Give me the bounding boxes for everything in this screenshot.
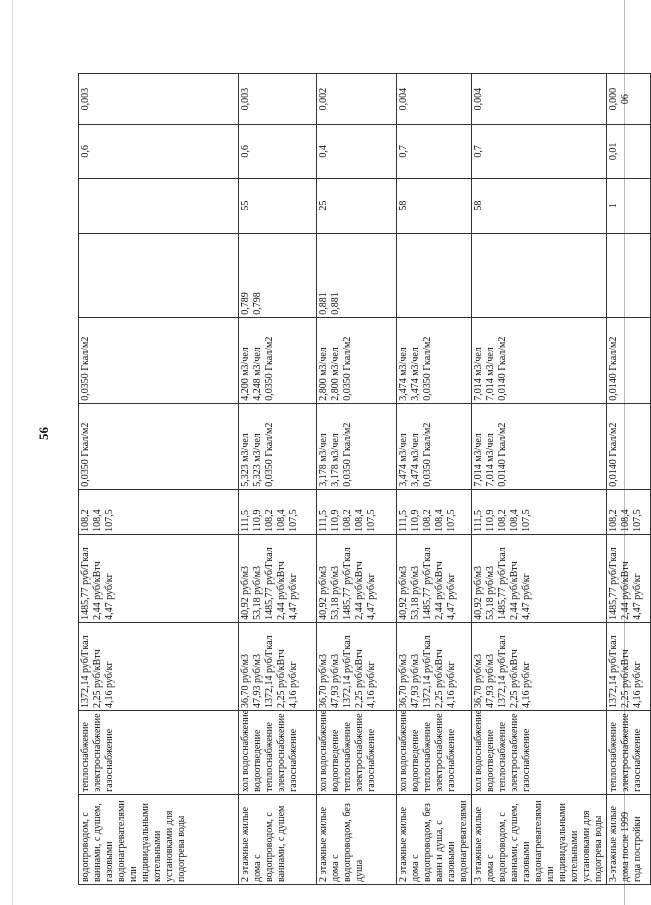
cell-value: 0,002 bbox=[318, 87, 329, 111]
cell-line: 108,4 bbox=[509, 509, 520, 532]
norm-current-cell bbox=[397, 403, 472, 489]
cell-line: дома с bbox=[330, 854, 341, 882]
percent-cell bbox=[317, 178, 397, 233]
services-cell bbox=[239, 710, 317, 794]
cell-line: 4,16 руб/кг bbox=[104, 661, 115, 708]
cell-line: 36,70 руб/м3 bbox=[318, 654, 329, 708]
cell-line: газоснабжение bbox=[521, 728, 532, 792]
cell-line: 40,92 руб/м3 bbox=[398, 565, 409, 620]
value1-cell bbox=[397, 125, 472, 178]
cell-line: 1485,77 руб/Гкал bbox=[497, 547, 508, 620]
cell-line: 111,5 bbox=[473, 510, 484, 532]
cell-line: 0,881 bbox=[318, 292, 329, 315]
table-row bbox=[79, 74, 239, 885]
value1-cell bbox=[79, 125, 239, 178]
cell-line: 111,5 bbox=[398, 510, 409, 532]
cell-line: 4,47 руб/кг bbox=[521, 573, 532, 620]
cell-line: водопроводом, с bbox=[264, 812, 275, 882]
building-type-cell bbox=[607, 794, 651, 884]
building-type-cell bbox=[317, 794, 397, 884]
services-cell bbox=[472, 710, 607, 794]
cell-value: 0,7 bbox=[473, 145, 484, 158]
table-row bbox=[472, 74, 607, 885]
cell-line: 108,4 bbox=[92, 509, 103, 532]
building-type-cell bbox=[79, 794, 239, 884]
cell-line: 108,2 bbox=[342, 509, 353, 532]
cell-line: индивидуальными bbox=[140, 803, 151, 882]
cell-line: 108,4 bbox=[434, 509, 445, 532]
cell-line: газоснабжение bbox=[366, 728, 377, 792]
cell-line: ванн и душа, с bbox=[434, 820, 445, 882]
cell-line: 110,9 bbox=[330, 509, 341, 532]
cell-line: 2,25 руб/кВтч bbox=[354, 649, 365, 708]
value1-cell bbox=[472, 125, 607, 178]
coefficient-cell bbox=[79, 233, 239, 317]
cell-line: 0,0140 Гкал/м2 bbox=[497, 422, 508, 487]
cell-line: 47,93 руб/м3 bbox=[252, 654, 263, 708]
cell-line: электроснабжение bbox=[509, 713, 520, 792]
cell-line: 3,474 м3/чел bbox=[410, 433, 421, 487]
cell-line: или bbox=[128, 866, 139, 882]
cell-line: 36,70 руб/м3 bbox=[473, 654, 484, 708]
cell-value: 0,4 bbox=[318, 145, 329, 158]
cell-line: 3 этажные жилые bbox=[473, 806, 484, 882]
cell-line: 2,44 руб/кВтч bbox=[276, 561, 287, 620]
norm-new-cell bbox=[239, 317, 317, 403]
cell-line: 1372,14 руб/Гкал bbox=[342, 635, 353, 708]
cell-line: 107,5 bbox=[104, 509, 115, 532]
cell-line: 4,16 руб/кг bbox=[288, 661, 299, 708]
cell-line: 36,70 руб/м3 bbox=[240, 654, 251, 708]
coefficient-cell bbox=[607, 233, 651, 317]
cell-line: 111,5 bbox=[240, 510, 251, 532]
norm-current-cell bbox=[317, 403, 397, 489]
cell-line: 53,18 руб/м3 bbox=[410, 565, 421, 620]
tariff-new-cell bbox=[79, 534, 239, 622]
services-cell bbox=[607, 710, 651, 794]
tariff-new-cell bbox=[397, 534, 472, 622]
cell-line: 7,014 м3/чел bbox=[485, 433, 496, 487]
cell-line: хол водоснабжение bbox=[240, 709, 251, 792]
coefficient-cell bbox=[397, 233, 472, 317]
cell-line: 0,0350 Гкал/м2 bbox=[342, 336, 353, 401]
cell-line: дома с bbox=[410, 854, 421, 882]
cell-line: газоснабжение bbox=[632, 728, 643, 792]
cell-line: 110,9 bbox=[252, 509, 263, 532]
cell-line: 0,881 bbox=[330, 292, 341, 315]
tariff-new-cell bbox=[472, 534, 607, 622]
cell-line: 0,0350 Гкал/м2 bbox=[264, 336, 275, 401]
services-cell bbox=[79, 710, 239, 794]
cell-line: или bbox=[545, 866, 556, 882]
cell-line: водопроводом, с bbox=[497, 812, 508, 882]
cell-line: 0,0350 Гкал/м2 bbox=[422, 422, 433, 487]
cell-line: газовыми bbox=[521, 841, 532, 882]
cell-line: дома после 1999 bbox=[620, 811, 631, 882]
cell-line: 2,25 руб/кВтч bbox=[92, 649, 103, 708]
cell-line: 2,25 руб/кВтч bbox=[276, 649, 287, 708]
cell-line: электроснабжение bbox=[620, 713, 631, 792]
table-row bbox=[317, 74, 397, 885]
cell-value: 58 bbox=[473, 200, 484, 211]
cell-line: 108,4 bbox=[620, 509, 631, 532]
cell-line: 2,800 м3/чел bbox=[330, 347, 341, 401]
cell-line: 107,5 bbox=[288, 509, 299, 532]
cell-line: 2,44 руб/кВтч bbox=[434, 561, 445, 620]
cell-value: 0,003 bbox=[240, 87, 251, 111]
cell-line: 108,2 bbox=[422, 509, 433, 532]
cell-line: электроснабжение bbox=[434, 713, 445, 792]
cell-line: 1485,77 руб/Гкал bbox=[422, 547, 433, 620]
cell-line: 4,47 руб/кг bbox=[632, 573, 643, 620]
cell-line: 1372,14 руб/Гкал bbox=[80, 635, 91, 708]
cell-line: 3,178 м3/чел bbox=[318, 433, 329, 487]
coefficient-cell bbox=[472, 233, 607, 317]
cell-line: теплоснабжение bbox=[422, 722, 433, 792]
cell-line: 53,18 руб/м3 bbox=[485, 565, 496, 620]
coefficient-cell bbox=[239, 233, 317, 317]
cell-line: 4,47 руб/кг bbox=[288, 573, 299, 620]
index-cell bbox=[472, 489, 607, 534]
services-cell bbox=[317, 710, 397, 794]
cell-line: 1372,14 руб/Гкал bbox=[608, 635, 619, 708]
cell-line: теплоснабжение bbox=[342, 722, 353, 792]
cell-line: 107,5 bbox=[521, 509, 532, 532]
cell-line: 7,014 м3/чел bbox=[473, 433, 484, 487]
value2-cell bbox=[239, 74, 317, 125]
table-row bbox=[607, 74, 651, 885]
cell-line: 3,474 м3/чел bbox=[410, 347, 421, 401]
cell-line: 0,0350 Гкал/м2 bbox=[264, 422, 275, 487]
index-cell bbox=[239, 489, 317, 534]
value2-cell bbox=[472, 74, 607, 125]
cell-line: теплоснабжение bbox=[608, 722, 619, 792]
cell-line: газовыми bbox=[446, 841, 457, 882]
index-cell bbox=[79, 489, 239, 534]
cell-line: водопроводом, без bbox=[422, 803, 433, 882]
cell-line: 4,47 руб/кг bbox=[366, 573, 377, 620]
cell-value: 0,01 bbox=[608, 142, 619, 161]
index-cell bbox=[397, 489, 472, 534]
value1-cell bbox=[607, 125, 651, 178]
cell-line: газоснабжение bbox=[288, 728, 299, 792]
value2-cell bbox=[607, 74, 651, 125]
cell-line: 108,4 bbox=[354, 509, 365, 532]
cell-line: водоотведение bbox=[485, 729, 496, 792]
services-cell bbox=[397, 710, 472, 794]
cell-line: 3,178 м3/чел bbox=[330, 433, 341, 487]
cell-line: водоотведение bbox=[330, 729, 341, 792]
cell-line: 7,014 м3/чел bbox=[485, 347, 496, 401]
cell-line: 2,800 м3/чел bbox=[318, 347, 329, 401]
coefficient-cell bbox=[317, 233, 397, 317]
cell-line: 0,0350 Гкал/м2 bbox=[422, 336, 433, 401]
cell-line: 110,9 bbox=[485, 509, 496, 532]
cell-line: электроснабжение bbox=[276, 713, 287, 792]
cell-line: котельными bbox=[569, 830, 580, 882]
cell-line: водопроводом, с bbox=[80, 812, 91, 882]
tariff-new-cell bbox=[239, 534, 317, 622]
cell-line: 4,16 руб/кг bbox=[632, 661, 643, 708]
cell-line: 40,92 руб/м3 bbox=[318, 565, 329, 620]
cell-line: электроснабжение bbox=[92, 713, 103, 792]
percent-cell bbox=[472, 178, 607, 233]
cell-line: 0,0350 Гкал/м2 bbox=[80, 336, 91, 401]
tariff-current-cell bbox=[472, 622, 607, 710]
cell-line: 0,0350 Гкал/м2 bbox=[80, 422, 91, 487]
cell-line: 5,323 м3/чел bbox=[240, 433, 251, 487]
cell-line: хол водоснабжение bbox=[318, 709, 329, 792]
cell-line: 2,44 руб/кВтч bbox=[620, 561, 631, 620]
cell-line: 0,0140 Гкал/м2 bbox=[608, 336, 619, 401]
cell-line: 4,16 руб/кг bbox=[521, 661, 532, 708]
tariff-current-cell bbox=[79, 622, 239, 710]
cell-line: теплоснабжение bbox=[497, 722, 508, 792]
cell-line: 5,323 м3/чел bbox=[252, 433, 263, 487]
scan-edge-left bbox=[12, 0, 13, 905]
cell-line: 3,474 м3/чел bbox=[398, 433, 409, 487]
page-number: 56 bbox=[36, 427, 51, 440]
index-cell bbox=[607, 489, 651, 534]
norm-new-cell bbox=[397, 317, 472, 403]
cell-value: 0,003 bbox=[80, 87, 91, 111]
cell-line: 108,2 bbox=[80, 509, 91, 532]
cell-line: 0,789 bbox=[240, 292, 251, 315]
cell-line: 4,16 руб/кг bbox=[366, 661, 377, 708]
cell-line: водонагревателями bbox=[458, 800, 469, 882]
cell-line: индивидуальными bbox=[557, 803, 568, 882]
tariff-current-cell bbox=[239, 622, 317, 710]
cell-line: 108,2 bbox=[264, 509, 275, 532]
cell-line: 107,5 bbox=[366, 509, 377, 532]
table-row bbox=[397, 74, 472, 885]
percent-cell bbox=[397, 178, 472, 233]
percent-cell bbox=[79, 178, 239, 233]
cell-line: установками для bbox=[164, 810, 175, 882]
tariff-current-cell bbox=[317, 622, 397, 710]
cell-line: 4,248 м3/чел bbox=[252, 347, 263, 401]
building-type-cell bbox=[472, 794, 607, 884]
norm-current-cell bbox=[472, 403, 607, 489]
cell-value: 1 bbox=[608, 203, 619, 209]
norm-new-cell bbox=[79, 317, 239, 403]
cell-line: 40,92 руб/м3 bbox=[240, 565, 251, 620]
cell-line: 2,44 руб/кВтч bbox=[92, 561, 103, 620]
cell-line: водонагревателями bbox=[533, 800, 544, 882]
cell-line: 1372,14 руб/Гкал bbox=[264, 635, 275, 708]
value2-cell bbox=[317, 74, 397, 125]
cell-line: 107,5 bbox=[632, 509, 643, 532]
cell-line: 3,474 м3/чел bbox=[398, 347, 409, 401]
cell-line: теплоснабжение bbox=[80, 722, 91, 792]
cell-line: 2,44 руб/кВтч bbox=[509, 561, 520, 620]
cell-line: ваннами, с душем, bbox=[509, 803, 520, 882]
cell-line: 2 этажные жилые bbox=[398, 806, 409, 882]
cell-line: котельными bbox=[152, 830, 163, 882]
cell-line: установками для bbox=[581, 810, 592, 882]
cell-line: 2 этажные жилые bbox=[318, 806, 329, 882]
cell-line: 2,25 руб/кВтч bbox=[434, 649, 445, 708]
value1-cell bbox=[317, 125, 397, 178]
percent-cell bbox=[239, 178, 317, 233]
cell-line: 3-этажные жилые bbox=[608, 806, 619, 882]
cell-line: 111,5 bbox=[318, 510, 329, 532]
cell-value: 58 bbox=[398, 200, 409, 211]
cell-line: 36,70 руб/м3 bbox=[398, 654, 409, 708]
cell-line: 1485,77 руб/Гкал bbox=[264, 547, 275, 620]
cell-value: 0,6 bbox=[80, 145, 91, 158]
cell-line: 0,0140 Гкал/м2 bbox=[497, 336, 508, 401]
cell-line: 110,9 bbox=[410, 509, 421, 532]
cell-line: 7,014 м3/чел bbox=[473, 347, 484, 401]
cell-line: 4,47 руб/кг bbox=[104, 573, 115, 620]
norm-current-cell bbox=[607, 403, 651, 489]
value1-cell bbox=[239, 125, 317, 178]
cell-line: электроснабжение bbox=[354, 713, 365, 792]
cell-line: 47,93 руб/м3 bbox=[485, 654, 496, 708]
norm-current-cell bbox=[239, 403, 317, 489]
norm-new-cell bbox=[472, 317, 607, 403]
cell-line: подогрева воды bbox=[176, 815, 187, 882]
cell-line: ваннами, с душем bbox=[276, 805, 287, 882]
cell-line: 108,2 bbox=[497, 509, 508, 532]
cell-line: газоснабжение bbox=[104, 728, 115, 792]
cell-line: 107,5 bbox=[446, 509, 457, 532]
cell-line: 2,25 руб/кВтч bbox=[509, 649, 520, 708]
cell-line: года постройки bbox=[632, 816, 643, 882]
cell-line: водонагревателями bbox=[116, 800, 127, 882]
cell-value: 55 bbox=[240, 200, 251, 211]
cell-line: 4,200 м3/чел bbox=[240, 347, 251, 401]
cell-line: 4,16 руб/кг bbox=[446, 661, 457, 708]
percent-cell bbox=[607, 178, 651, 233]
cell-line: 53,18 руб/м3 bbox=[252, 565, 263, 620]
cell-line: теплоснабжение bbox=[264, 722, 275, 792]
cell-line: 53,18 руб/м3 bbox=[330, 565, 341, 620]
cell-line: дома с bbox=[252, 854, 263, 882]
cell-value: 0,000 06 bbox=[608, 87, 631, 111]
cell-line: хол водоснабжение bbox=[473, 709, 484, 792]
cell-line: хол водоснабжение bbox=[398, 709, 409, 792]
cell-line: газоснабжение bbox=[446, 728, 457, 792]
cell-line: 0,0140 Гкал/м2 bbox=[608, 422, 619, 487]
cell-line: душа bbox=[354, 859, 365, 882]
cell-line: 47,93 руб/м3 bbox=[330, 654, 341, 708]
cell-line: газовыми bbox=[104, 841, 115, 882]
cell-line: 2,25 руб/кВтч bbox=[620, 649, 631, 708]
table-row bbox=[239, 74, 317, 885]
cell-line: водоотведение bbox=[252, 729, 263, 792]
cell-line: 108,2 bbox=[608, 509, 619, 532]
norm-new-cell bbox=[317, 317, 397, 403]
cell-line: 2 этажные жилые bbox=[240, 806, 251, 882]
cell-line: подогрева воды bbox=[593, 815, 604, 882]
cell-line: водопроводом, без bbox=[342, 803, 353, 882]
cell-line: 40,92 руб/м3 bbox=[473, 565, 484, 620]
building-type-cell bbox=[397, 794, 472, 884]
cell-value: 0,7 bbox=[398, 145, 409, 158]
cell-line: 2,44 руб/кВтч bbox=[354, 561, 365, 620]
cell-line: ваннами, с душем, bbox=[92, 803, 103, 882]
cell-line: водоотведение bbox=[410, 729, 421, 792]
tariff-current-cell bbox=[607, 622, 651, 710]
norm-current-cell bbox=[79, 403, 239, 489]
cell-line: 0,798 bbox=[252, 292, 263, 315]
cell-value: 25 bbox=[318, 200, 329, 211]
tariff-table bbox=[78, 73, 651, 885]
cell-line: 108,4 bbox=[276, 509, 287, 532]
cell-line: 1372,14 руб/Гкал bbox=[497, 635, 508, 708]
cell-line: 1485,77 руб/Гкал bbox=[608, 547, 619, 620]
value2-cell bbox=[397, 74, 472, 125]
index-cell bbox=[317, 489, 397, 534]
cell-line: 4,47 руб/кг bbox=[446, 573, 457, 620]
building-type-cell bbox=[239, 794, 317, 884]
cell-line: 47,93 руб/м3 bbox=[410, 654, 421, 708]
cell-line: дома с bbox=[485, 854, 496, 882]
norm-new-cell bbox=[607, 317, 651, 403]
cell-line: 1485,77 руб/Гкал bbox=[342, 547, 353, 620]
tariff-new-cell bbox=[317, 534, 397, 622]
cell-line: 1485,77 руб/Гкал bbox=[80, 547, 91, 620]
cell-value: 0,004 bbox=[473, 87, 484, 111]
value2-cell bbox=[79, 74, 239, 125]
cell-line: 1372,14 руб/Гкал bbox=[422, 635, 433, 708]
tariff-table-sheet bbox=[78, 73, 643, 885]
cell-value: 0,004 bbox=[398, 87, 409, 111]
tariff-new-cell bbox=[607, 534, 651, 622]
cell-line: 0,0350 Гкал/м2 bbox=[342, 422, 353, 487]
cell-value: 0,6 bbox=[240, 145, 251, 158]
tariff-current-cell bbox=[397, 622, 472, 710]
